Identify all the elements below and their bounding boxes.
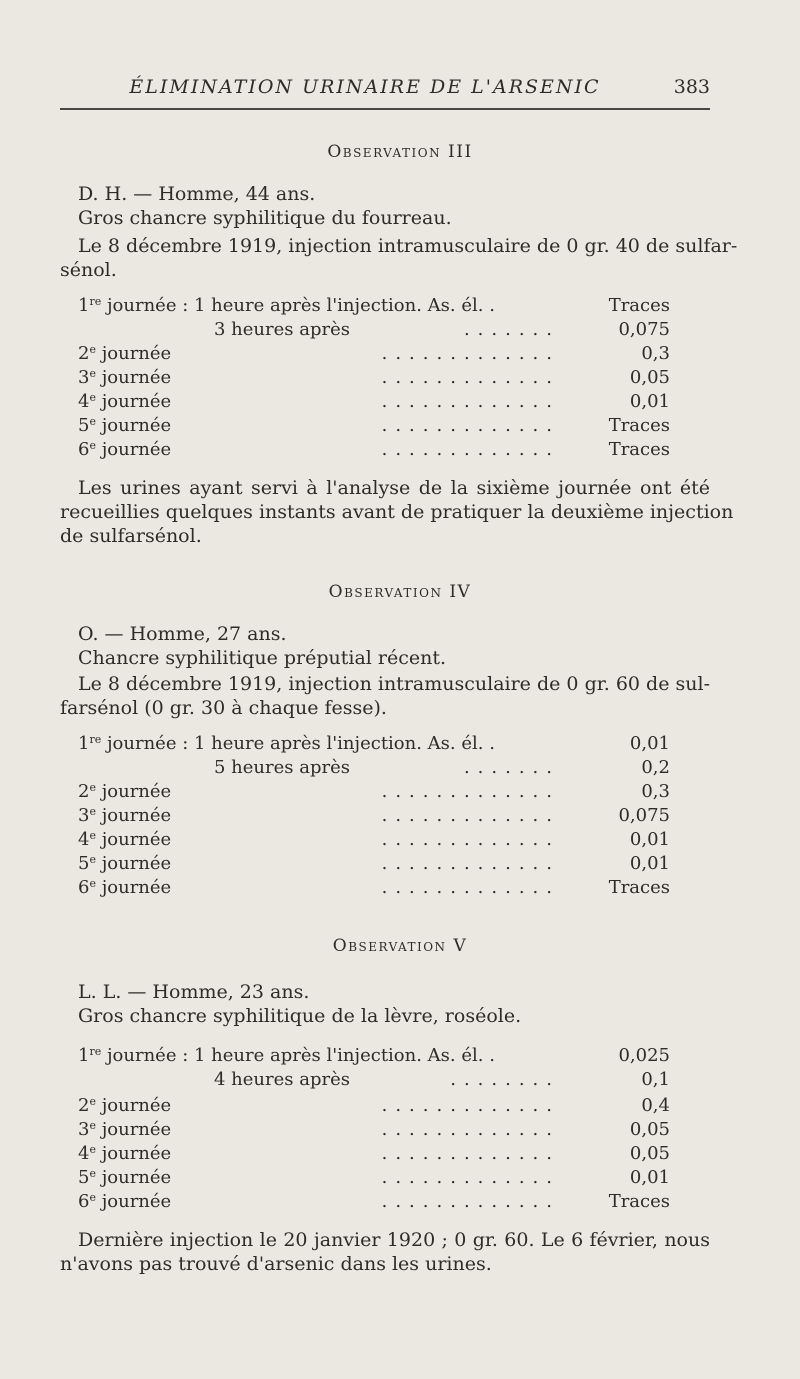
table-row: 4e journée ............. 0,01 xyxy=(78,391,670,412)
table-row: 6e journée ............. Traces xyxy=(78,877,670,898)
row-label: 5 heures après xyxy=(214,757,350,778)
table-row: 3e journée ............. 0,075 xyxy=(78,805,670,826)
observation-5-note-line1: Dernière injection le 20 janvier 1920 ; 0 gr. 60. Le 6 février, nous xyxy=(78,1229,710,1251)
row-label: 1re journée : 1 heure après l'injection. As. él. . xyxy=(78,295,495,316)
page-number: 383 xyxy=(673,76,710,98)
row-value: Traces xyxy=(608,415,670,436)
table-row: 3e journée ............. 0,05 xyxy=(78,367,670,388)
row-value: 0,4 xyxy=(641,1095,670,1116)
row-label: 6e journée xyxy=(78,1191,172,1212)
observation-5-patient: L. L. — Homme, 23 ans. xyxy=(78,981,310,1003)
observation-4-heading: Observation IV xyxy=(328,582,472,602)
table-row: 5 heures après ....... 0,2 xyxy=(214,757,670,778)
table-row: 4e journée ............. 0,05 xyxy=(78,1143,670,1164)
observation-4-patient: O. — Homme, 27 ans. xyxy=(78,623,287,645)
observation-3-patient: D. H. — Homme, 44 ans. xyxy=(78,183,316,205)
observation-5-note-line2: n'avons pas trouvé d'arsenic dans les urines. xyxy=(60,1253,492,1275)
table-row xyxy=(78,732,670,756)
table-row: 2e journée ............. 0,3 xyxy=(78,781,670,802)
row-value: 0,3 xyxy=(641,781,670,802)
table-row: 5e journée ............. 0,01 xyxy=(78,1167,670,1188)
row-value: 0,05 xyxy=(629,367,670,388)
row-value: 0,01 xyxy=(629,1167,670,1188)
observation-3-heading: Observation III xyxy=(327,142,473,162)
observation-5-heading: Observation V xyxy=(332,936,468,956)
row-value: 0,01 xyxy=(629,733,670,754)
row-value: 0,2 xyxy=(641,757,670,778)
row-value: 0,05 xyxy=(629,1119,670,1140)
table-row: 5e journée ............. 0,01 xyxy=(78,853,670,874)
row-label: 5e journée xyxy=(78,1167,172,1188)
row-label: 1re journée : 1 heure après l'injection. As. él. . xyxy=(78,1045,495,1066)
row-value: 0,01 xyxy=(629,829,670,850)
observation-4-injection-line2: farsénol (0 gr. 30 à chaque fesse). xyxy=(60,697,387,719)
row-label: 3e journée xyxy=(78,805,172,826)
row-label: 1re journée : 1 heure après l'injection. As. él. . xyxy=(78,733,495,754)
row-label: 6e journée xyxy=(78,877,172,898)
row-value: Traces xyxy=(608,439,670,460)
row-value: 0,025 xyxy=(618,1045,670,1066)
observation-3-injection-line2: sénol. xyxy=(60,259,117,281)
observation-4-injection-line1: Le 8 décembre 1919, injection intramusculaire de 0 gr. 60 de sul- xyxy=(78,673,710,695)
table-row: 3 heures après ....... 0,075 xyxy=(214,319,670,340)
observation-3-injection-line1: Le 8 décembre 1919, injection intramusculaire de 0 gr. 40 de sulfar- xyxy=(78,235,738,257)
row-label: 2e journée xyxy=(78,343,172,364)
row-label: 2e journée xyxy=(78,1095,172,1116)
row-label: 5e journée xyxy=(78,853,172,874)
row-label: 6e journée xyxy=(78,439,172,460)
table-row: 2e journée ............. 0,3 xyxy=(78,343,670,364)
row-value: 0,075 xyxy=(618,319,670,340)
row-value: Traces xyxy=(608,295,670,316)
row-value: 0,1 xyxy=(641,1069,670,1090)
row-label: 4e journée xyxy=(78,1143,172,1164)
row-label: 3 heures après xyxy=(214,319,350,340)
observation-4-diagnosis: Chancre syphilitique préputial récent. xyxy=(78,647,447,669)
observation-3-diagnosis: Gros chancre syphilitique du fourreau. xyxy=(78,207,452,229)
row-label: 5e journée xyxy=(78,415,172,436)
table-row xyxy=(78,294,670,318)
header-rule xyxy=(60,108,710,110)
table-row: 2e journée ............. 0,4 xyxy=(78,1095,670,1116)
row-label: 2e journée xyxy=(78,781,172,802)
table-row: 4e journée ............. 0,01 xyxy=(78,829,670,850)
row-value: 0,01 xyxy=(629,853,670,874)
observation-3-note-line1: Les urines ayant servi à l'analyse de la sixième journée ont été xyxy=(78,477,710,499)
row-label: 4 heures après xyxy=(214,1069,350,1090)
row-value: 0,3 xyxy=(641,343,670,364)
row-value: 0,05 xyxy=(629,1143,670,1164)
table-row: 4 heures après ........ 0,1 xyxy=(214,1069,670,1090)
row-label: 3e journée xyxy=(78,1119,172,1140)
table-row: 3e journée ............. 0,05 xyxy=(78,1119,670,1140)
observation-5-diagnosis: Gros chancre syphilitique de la lèvre, roséole. xyxy=(78,1005,522,1027)
row-value: 0,075 xyxy=(618,805,670,826)
row-value: 0,01 xyxy=(629,391,670,412)
row-label: 4e journée xyxy=(78,829,172,850)
table-row: 6e journée ............. Traces xyxy=(78,1191,670,1212)
running-head xyxy=(60,76,710,100)
observation-3-note-line3: de sulfarsénol. xyxy=(60,525,202,547)
running-title: ÉLIMINATION URINAIRE DE L'ARSENIC xyxy=(129,76,601,98)
row-value: Traces xyxy=(608,877,670,898)
table-row xyxy=(78,1044,670,1068)
observation-3-note-line2: recueillies quelques instants avant de pratiquer la deuxième injection xyxy=(60,501,734,523)
row-label: 3e journée xyxy=(78,367,172,388)
table-row: 5e journée ............. Traces xyxy=(78,415,670,436)
row-value: Traces xyxy=(608,1191,670,1212)
row-label: 4e journée xyxy=(78,391,172,412)
table-row: 6e journée ............. Traces xyxy=(78,439,670,460)
